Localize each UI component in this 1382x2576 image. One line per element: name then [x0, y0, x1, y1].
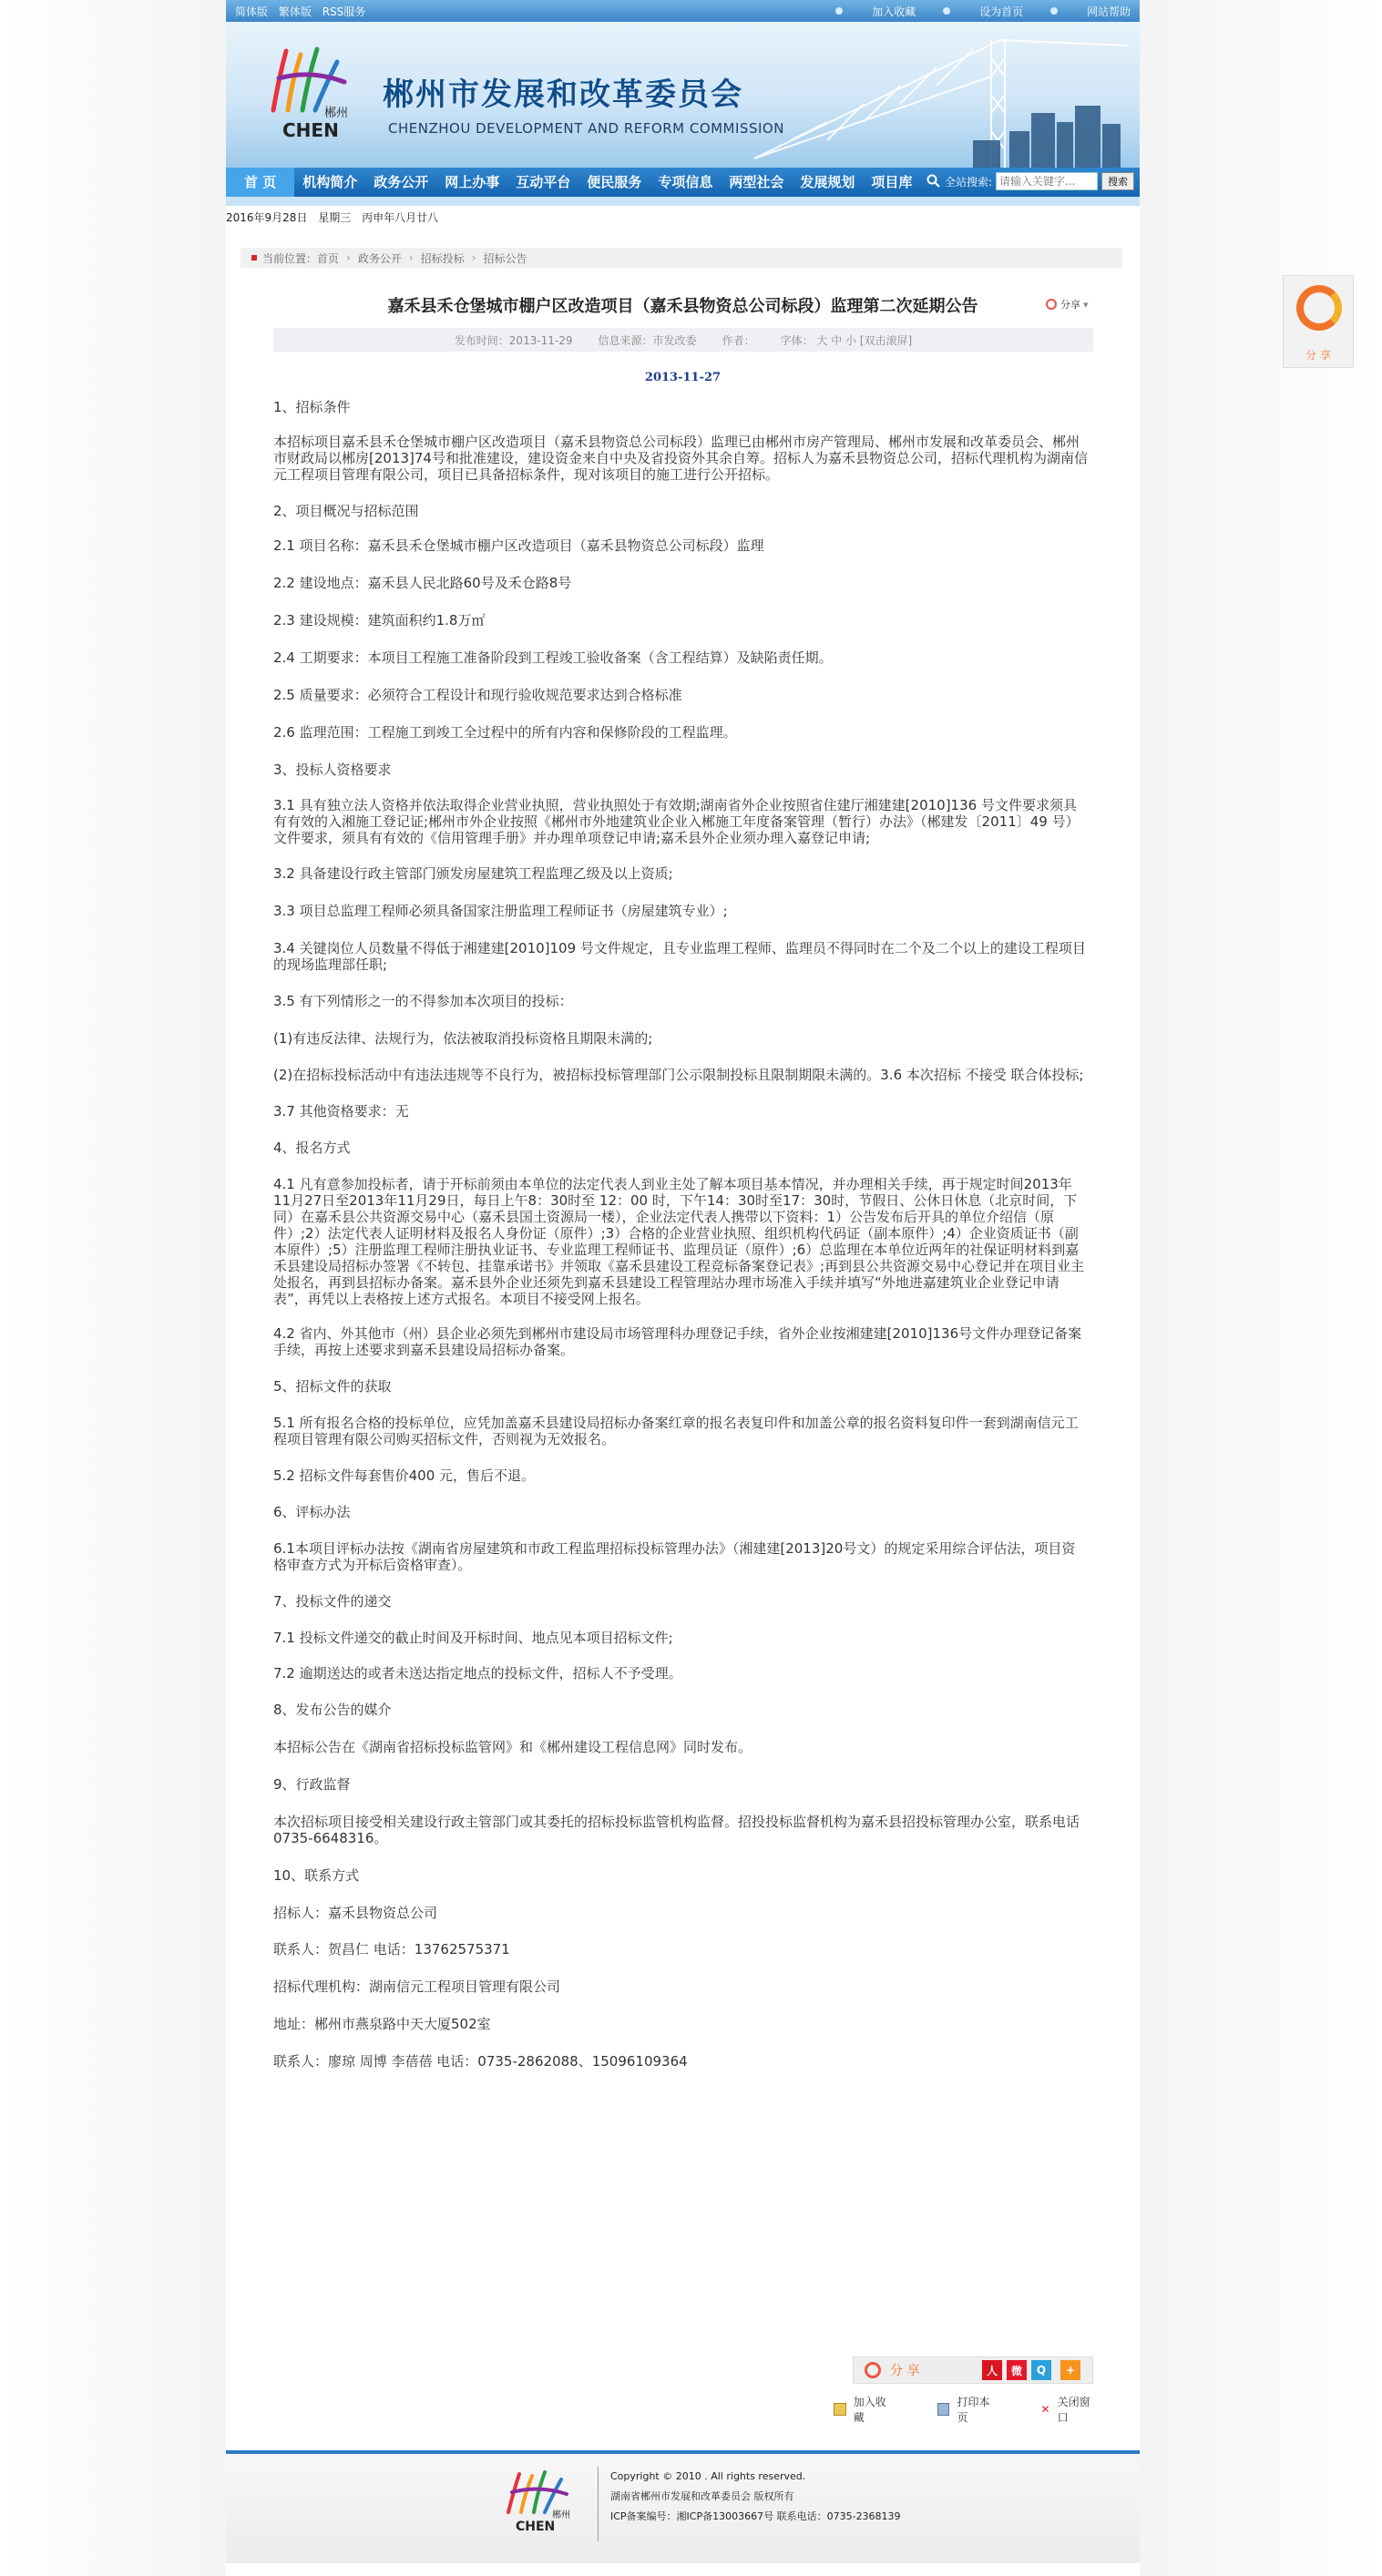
icp-and-phone: ICP备案编号：湘ICP备13003667号 联系电话：0735-2368139 [610, 2510, 901, 2522]
paragraph: 招标人：嘉禾县物资总公司 [273, 1905, 438, 1921]
article-title: 嘉禾县禾仓堡城市棚户区改造项目（嘉禾县物资总公司标段）监理第二次延期公告 [387, 297, 978, 316]
paragraph: 2、项目概况与招标范围 [273, 503, 419, 519]
paragraph: 6、评标办法 [273, 1504, 351, 1520]
paragraph: 3.1 具有独立法人资格并依法取得企业营业执照，营业执照处于有效期;湖南省外企业按照省住建厅湘建建[2010]136 号文件要求须具有有效的入湘施工登记证;郴州市外企业按照《郴州市外地建筑业企业入郴施工年度备案管理（暂行）办法》（郴建发〔2011〕49 号）文件要求，须具有有效的《信用管理手册》并办理单项登记申请;嘉禾县外企业须办理入嘉登记申请; [273, 797, 1080, 846]
nav-public-services[interactable]: 便民服务 [587, 174, 642, 190]
paragraph: 3.2 具备建设行政主管部门颁发房屋建筑工程监理乙级及以上资质; [273, 865, 673, 882]
paragraph: 2.6 监理范围：工程施工到竣工全过程中的所有内容和保修阶段的工程监理。 [273, 724, 737, 741]
share-toolbar [853, 2356, 1093, 2384]
paragraph: 招标代理机构：湖南信元工程项目管理有限公司 [273, 1978, 561, 1995]
search-input[interactable] [996, 172, 1098, 190]
nav-online-services[interactable]: 网上办事 [445, 174, 500, 190]
favorite-icon [834, 2403, 846, 2416]
page-container [226, 0, 1140, 2576]
share-button[interactable] [854, 2361, 978, 2379]
paragraph: (2)在招标投标活动中有违法违规等不良行为，被招标投标管理部门公示限制投标且限制期限未满的。3.6 本次招标 不接受 联合体投标; [273, 1067, 1084, 1083]
copyright: Copyright © 2010 . All rights reserved. [610, 2470, 806, 2482]
paragraph: 本招标公告在《湖南省招标投标监管网》和《郴州建设工程信息网》同时发布。 [273, 1739, 752, 1755]
footer-divider [598, 2467, 599, 2541]
rss-link[interactable]: RSS服务 [322, 5, 366, 18]
language-links [235, 4, 373, 19]
nav-about[interactable]: 机构简介 [302, 174, 358, 190]
city-crane-illustration [700, 22, 1137, 168]
print-button[interactable]: 打印本页 [937, 2394, 1018, 2425]
date-bar [226, 206, 1140, 230]
paragraph: 3.5 有下列情形之一的不得参加本次项目的投标： [273, 993, 573, 1009]
article-share-label: 分享 [1060, 299, 1080, 311]
simplified-link[interactable]: 简体版 [235, 5, 269, 18]
bullet-icon [835, 7, 843, 15]
article-meta [273, 328, 1093, 352]
breadcrumb-home[interactable]: 首页 [317, 251, 340, 265]
article-actions [834, 2394, 1140, 2425]
nav-home[interactable]: 首 页 [226, 168, 294, 197]
font-size-controls[interactable]: 字体： 大 中 小 [双击滚屏] [780, 333, 913, 347]
page-background-left [0, 0, 226, 2576]
search-label: 全站搜索: [944, 175, 992, 189]
paragraph: 7.1 投标文件递交的截止时间及开标时间、地点见本项目招标文件; [273, 1630, 673, 1646]
nav-gov-affairs[interactable]: 政务公开 [374, 174, 429, 190]
paragraph: 4.2 省内、外其他市（州）县企业必须先到郴州市建设局市场管理科办理登记手续，省外企业按湘建建[2010]136号文件办理登记备案手续，再按上述要求到嘉禾县建设局招标办备案。 [273, 1325, 1082, 1358]
site-logo [261, 42, 363, 142]
close-icon: ✕ [1040, 2403, 1050, 2416]
add-favorite-link[interactable]: 加入收藏 [835, 4, 916, 19]
paragraph: 地址：郴州市燕泉路中天大厦502室 [273, 2016, 491, 2032]
bullet-icon [943, 7, 950, 15]
paragraph: 3.4 关键岗位人员数量不得低于湘建建[2010]109 号文件规定，且专业监理工程师、监理员不得同时在二个及二个以上的建设工程项目的现场监理部任职; [273, 940, 1086, 973]
paragraph: 6.1本项目评标办法按《湖南省房屋建筑和市政工程监理招标投标管理办法》（湘建建[2013]20号文）的规定采用综合评估法，项目资格审查方式为开标后资格审查）。 [273, 1540, 1076, 1573]
chevron-down-icon: ▾ [1083, 298, 1089, 311]
weibo-icon[interactable]: 微 [1007, 2360, 1027, 2380]
paragraph: 4.1 凡有意参加投标者，请于开标前须由本单位的法定代表人到业主处了解本项目基本情况，并办理相关手续，再于规定时间2013年11月27日至2013年11月29日，每日上午8：30时至 12：00 时，下午14：30时至17：30时，节假日、公休日休息（北京时间，下同）在嘉禾县公共资源交易中心（嘉禾县国土资源局一楼），企业法定代表人携带以下资料：1）公告发布后开具的单位介绍信（原件）;2）法定代表人证明材料及报名人身份证（原件）;3）合格的企业营业执照、组织机构代码证（副本原件）;4）企业资质证书（副本原件）;5）注册监理工程师注册执业证书、专业监理工程师证书、监理员证（原件）;6）总监理在本单位近两年的社保证明材料到嘉禾县建设局招标办签署《不转包、挂靠承诺书》并领取《嘉禾县建设工程竞标备案登记表》;再到县公共资源交易中心登记并在项目业主处报名，再到县招标办备案。嘉禾县外企业还须先到嘉禾县建设工程管理站办理市场准入手续并填写“外地进嘉建筑业企业登记申请表”，再凭以上表格按上述方式报名。本项目不接受网上报名。 [273, 1176, 1085, 1307]
floating-share-widget[interactable] [1283, 275, 1354, 368]
search-icon [926, 174, 941, 189]
paragraph: 本招标项目嘉禾县禾仓堡城市棚户区改造项目（嘉禾县物资总公司标段）监理已由郴州市房产管理局、郴州市发展和改革委员会、郴州市财政局以郴房[2013]74号和批准建设，建设资金来自中央及省投资外其余自筹。招标人为嘉禾县物资总公司，招标代理机构为湖南信元工程项目管理有限公司，项目已具备招标条件，现对该项目的施工进行公开招标。 [273, 434, 1088, 483]
article-body [273, 399, 1089, 2128]
paragraph: 2.2 建设地点：嘉禾县人民北路60号及禾仓路8号 [273, 575, 572, 591]
paragraph: 3、投标人资格要求 [273, 762, 392, 778]
lunar-date: 丙申年八月廿八 [362, 211, 439, 224]
paragraph: (1)有违反法律、法规行为，依法被取消投标资格且期限未满的; [273, 1030, 653, 1047]
utility-links [812, 4, 1131, 19]
paragraph: 9、行政监督 [273, 1776, 351, 1793]
paragraph: 5、招标文件的获取 [273, 1378, 392, 1395]
footer-logo-en: CHEN [516, 2520, 556, 2532]
set-homepage-link[interactable]: 设为首页 [943, 4, 1023, 19]
bullet-icon [1050, 7, 1058, 15]
nav-sub-strip [226, 197, 1140, 206]
site-help-link[interactable]: 网站帮助 [1050, 4, 1131, 19]
breadcrumb-separator: › [471, 251, 476, 264]
header-banner [226, 22, 1140, 168]
author: 作者： [722, 333, 755, 347]
floating-share-label: 分 享 [1305, 349, 1331, 362]
breadcrumb [241, 248, 1122, 268]
paragraph: 2.4 工期要求：本项目工程施工准备阶段到工程竣工验收备案（含工程结算）及缺陷责任期。 [273, 649, 833, 666]
article-date: 2013-11-27 [644, 371, 722, 384]
nav-two-oriented-society[interactable]: 两型社会 [729, 174, 784, 190]
paragraph: 2.3 建设规模：建筑面积约1.8万㎡ [273, 612, 486, 629]
current-date: 2016年9月28日 [226, 211, 308, 224]
add-favorite-button[interactable]: 加入收藏 [834, 2394, 914, 2425]
footer-text [610, 2467, 901, 2527]
share-icon [865, 2362, 881, 2378]
breadcrumb-current[interactable]: 招标公告 [483, 251, 527, 265]
paragraph: 2.1 项目名称：嘉禾县禾仓堡城市棚户区改造项目（嘉禾县物资总公司标段）监理 [273, 537, 764, 554]
page-background-right [1140, 0, 1382, 2576]
current-weekday: 星期三 [318, 211, 352, 224]
paragraph: 7.2 逾期送达的或者未送达指定地点的投标文件，招标人不予受理。 [273, 1665, 682, 1682]
share-icon [1046, 299, 1057, 310]
info-source: 信息来源：市发改委 [598, 333, 697, 347]
share-label: 分 享 [890, 2364, 920, 2378]
nav-special-info[interactable]: 专项信息 [658, 174, 713, 190]
share-icon [1296, 285, 1342, 331]
logo-cn-text: 郴州 [324, 107, 349, 120]
renren-icon[interactable]: 人 [982, 2360, 1002, 2380]
paragraph: 8、发布公告的媒介 [273, 1702, 392, 1718]
paragraph: 4、报名方式 [273, 1140, 351, 1156]
more-share-icon[interactable]: + [1060, 2360, 1080, 2380]
site-title-en: CHENZHOU DEVELOPMENT AND REFORM COMMISSION [388, 120, 784, 137]
logo-en-text: CHEN [282, 119, 339, 141]
qzone-icon[interactable]: Q [1031, 2360, 1051, 2380]
main-navigation [226, 168, 1140, 197]
traditional-link[interactable]: 繁体版 [278, 5, 312, 18]
breadcrumb-prefix: 当前位置： [262, 251, 318, 265]
print-icon [937, 2403, 950, 2416]
paragraph: 联系人：廖琼 周博 李蓓蓓 电话：0735-2862088、15096109364 [273, 2053, 688, 2070]
paragraph [273, 2090, 1089, 2107]
nav-development-planning[interactable]: 发展规划 [800, 174, 855, 190]
breadcrumb-bidding[interactable]: 招标投标 [420, 251, 465, 265]
publish-time: 发布时间：2013-11-29 [454, 333, 573, 347]
paragraph: 3.7 其他资格要求：无 [273, 1103, 409, 1119]
paragraph: 联系人：贺昌仁 电话：13762575371 [273, 1941, 510, 1958]
paragraph: 2.5 质量要求：必须符合工程设计和现行验收规范要求达到合格标准 [273, 687, 682, 703]
site-title: 郴州市发展和改革委员会 [383, 77, 743, 113]
top-utility-bar [226, 0, 1140, 22]
nav-project-library[interactable]: 项目库 [871, 174, 913, 190]
site-footer [226, 2450, 1140, 2563]
footer-logo-cn: 郴州 [552, 2510, 570, 2520]
breadcrumb-separator: › [346, 251, 351, 264]
paragraph: 7、投标文件的递交 [273, 1593, 392, 1610]
location-icon [251, 255, 257, 261]
search-button[interactable]: 搜索 [1101, 172, 1134, 190]
paragraph: 3.3 项目总监理工程师必须具备国家注册监理工程师证书（房屋建筑专业）; [273, 903, 728, 919]
owner: 湖南省郴州市发展和改革委员会 版权所有 [610, 2490, 794, 2502]
paragraph: 5.1 所有报名合格的投标单位，应凭加盖嘉禾县建设局招标办备案红章的报名表复印件和加盖公章的报名资料复印件一套到湖南信元工程项目管理有限公司购买招标文件，否则视为无效报名。 [273, 1415, 1079, 1447]
paragraph: 本次招标项目接受相关建设行政主管部门或其委托的招标投标监管机构监督。招投投标监督机构为嘉禾县招投标管理办公室，联系电话0735-6648316。 [273, 1814, 1080, 1846]
nav-interaction[interactable]: 互动平台 [516, 174, 571, 190]
site-search [926, 172, 1134, 190]
paragraph: 5.2 招标文件每套售价400 元，售后不退。 [273, 1467, 536, 1484]
article-share-button[interactable] [1046, 297, 1089, 312]
breadcrumb-gov-affairs[interactable]: 政务公开 [357, 251, 402, 265]
paragraph: 1、招标条件 [273, 399, 351, 415]
footer-logo [499, 2469, 581, 2532]
paragraph: 10、联系方式 [273, 1867, 360, 1884]
close-window-button[interactable]: ✕ 关闭窗口 [1040, 2396, 1090, 2424]
breadcrumb-separator: › [408, 251, 414, 264]
